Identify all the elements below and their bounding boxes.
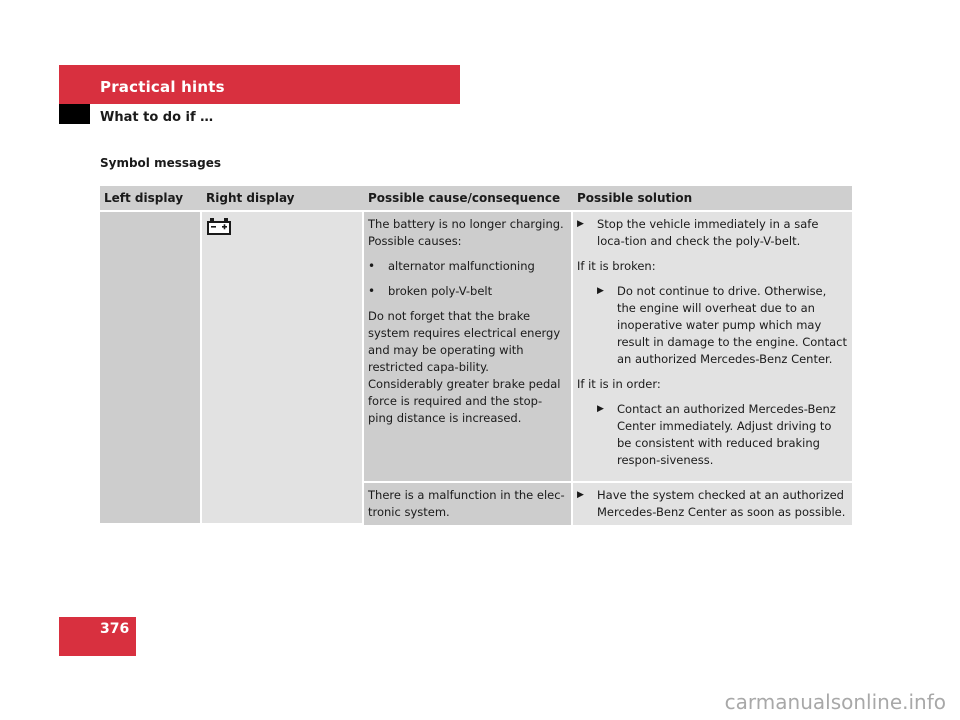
bullet-icon: • <box>368 259 376 273</box>
list-item <box>577 487 848 521</box>
left-display-cell <box>100 212 202 525</box>
arrow-icon: ▶ <box>597 286 604 296</box>
list-item <box>597 283 848 368</box>
symbol-messages-title: Symbol messages <box>100 156 221 170</box>
list-item <box>368 283 567 300</box>
black-tab-marker <box>59 104 90 124</box>
table-row <box>100 212 852 483</box>
order-label: If it is in order: <box>577 377 661 391</box>
solution-cell-2 <box>573 483 852 525</box>
arrow-icon: ▶ <box>577 219 584 229</box>
header-possible-solution: Possible solution <box>573 186 852 212</box>
header-bar <box>59 65 460 104</box>
chapter-title: Practical hints <box>100 78 225 96</box>
solution-cell <box>573 212 852 483</box>
list-item <box>368 258 567 275</box>
arrow-icon: ▶ <box>577 490 584 500</box>
watermark: carmanualsonline.info <box>724 690 946 714</box>
list-item <box>577 216 848 250</box>
cause-intro: The battery is no longer charging. Possible causes: <box>368 217 564 248</box>
right-display-cell <box>202 212 364 525</box>
arrow-icon: ▶ <box>597 404 604 414</box>
broken-label: If it is broken: <box>577 259 656 273</box>
cause-bullet-2: broken poly-V-belt <box>388 284 493 298</box>
header-left-display: Left display <box>100 186 202 212</box>
list-item <box>597 401 848 469</box>
cause-cell <box>364 212 573 483</box>
solution-electronic: Have the system checked at an authorized Mercedes-Benz Center as soon as possible. <box>597 488 846 519</box>
page-number: 376 <box>100 621 130 637</box>
solution-step-1: Stop the vehicle immediately in a safe loca-tion and check the poly-V-belt. <box>597 217 819 248</box>
battery-icon <box>206 218 232 241</box>
symbol-messages-table <box>100 186 852 525</box>
order-step: Contact an authorized Mercedes-Benz Center immediately. Adjust driving to be consistent with reduced braking respon-siveness. <box>617 402 836 467</box>
cause-bullet-1: alternator malfunctioning <box>388 259 535 273</box>
cause-electronic: There is a malfunction in the elec-tronic system. <box>368 488 565 519</box>
header-possible-cause: Possible cause/consequence <box>364 186 573 212</box>
page-number-box <box>59 617 136 656</box>
broken-step: Do not continue to drive. Otherwise, the engine will overheat due to an inoperative water pump which may result in damage to the engine. Contact an authorized Mercedes-Benz Center. <box>617 284 847 366</box>
cause-cell-2 <box>364 483 573 525</box>
header-right-display: Right display <box>202 186 364 212</box>
cause-note: Do not forget that the brake system requires electrical energy and may be operating with restricted capa-bility. Considerably greater brake pedal force is required and the stop-ping distance is increased. <box>368 309 561 425</box>
table-header-row <box>100 186 852 212</box>
section-subtitle: What to do if … <box>100 110 214 125</box>
bullet-icon: • <box>368 284 376 298</box>
